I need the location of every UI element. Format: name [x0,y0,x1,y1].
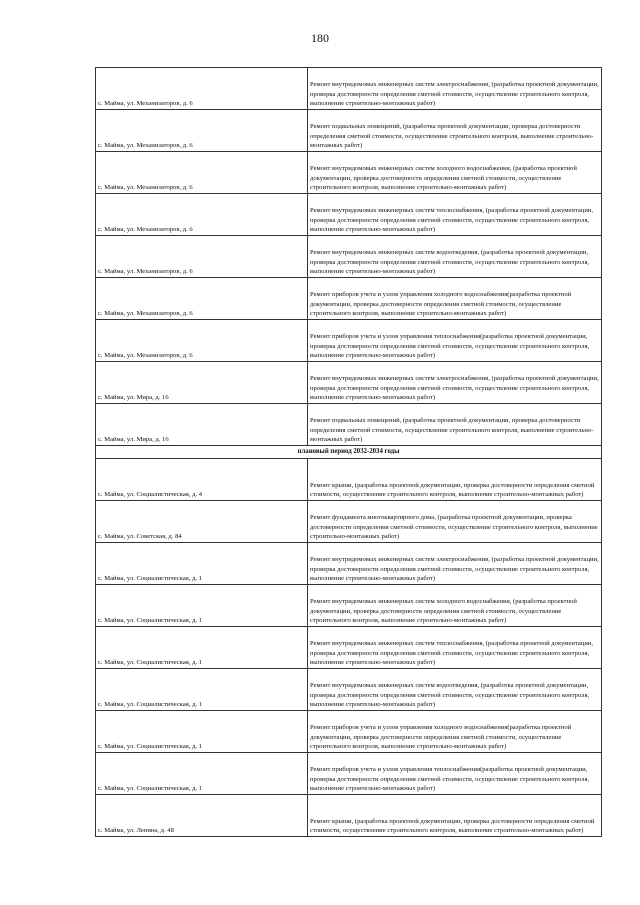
work-description-cell: Ремонт внутридомовых инженерных систем теплоснабжения, (разработка проектной документации, проверка достоверности определения сметной стоимости, осуществление строительного контроля, выполнение строительно-монтажных работ) [308,194,602,236]
work-description-cell: Ремонт крыши, (разработка проектной документации, проверка достоверности определения сметной стоимости, осуществление строительного контроля, выполнение строительно-монтажных работ) [308,795,602,837]
address-cell: с. Майма, ул. Мира, д. 16 [96,362,308,404]
work-description-cell: Ремонт подвальных помещений, (разработка проектной документации, проверка достоверности определения сметной стоимости, осуществление строительного контроля, выполнение строительно-монтажных работ) [308,110,602,152]
address-cell: с. Майма, ул. Социалистическая, д. 1 [96,585,308,627]
table-row [96,585,602,627]
work-description-cell: Ремонт внутридомовых инженерных систем теплоснабжения, (разработка проектной документации, проверка достоверности определения сметной стоимости, осуществление строительного контроля, выполнение строительно-монтажных работ) [308,627,602,669]
address-cell: с. Майма, ул. Механизаторов, д. 6 [96,68,308,110]
table-row [96,236,602,278]
address-cell: с. Майма, ул. Социалистическая, д. 4 [96,459,308,501]
table-row [96,459,602,501]
table-row [96,194,602,236]
address-cell: с. Майма, ул. Советская, д. 84 [96,501,308,543]
work-description-cell: Ремонт внутридомовых инженерных систем электроснабжения, (разработка проектной документации, проверка достоверности определения сметной стоимости, осуществление строительного контроля, выполнение строительно-монтажных работ) [308,362,602,404]
page-number: 180 [311,31,329,45]
work-description-cell: Ремонт внутридомовых инженерных систем электроснабжения, (разработка проектной документации, проверка достоверности определения сметной стоимости, осуществление строительного контроля, выполнение строительно-монтажных работ) [308,68,602,110]
period-heading: плановый период 2032-2034 годы [96,446,602,459]
table-row [96,711,602,753]
table-row [96,543,602,585]
work-description-cell: Ремонт приборов учета и узлов управления теплоснабжения(разработка проектной документации, проверка достоверности определения сметной стоимости, осуществление строительного контроля, выполнение строительно-монтажных работ) [308,753,602,795]
address-cell: с. Майма, ул. Социалистическая, д. 1 [96,711,308,753]
work-description-cell: Ремонт внутридомовых инженерных систем водоотведения, (разработка проектной документации, проверка достоверности определения сметной стоимости, осуществление строительного контроля, выполнение строительно-монтажных работ) [308,236,602,278]
work-description-cell: Ремонт внутридомовых инженерных систем холодного водоснабжения, (разработка проектной документации, проверка достоверности определения сметной стоимости, осуществление строительного контроля, выполнение строительно-монтажных работ) [308,152,602,194]
address-cell: с. Майма, ул. Ленина, д. 48 [96,795,308,837]
table-row [96,68,602,110]
table-row [96,795,602,837]
address-cell: с. Майма, ул. Механизаторов, д. 6 [96,110,308,152]
address-cell: с. Майма, ул. Механизаторов, д. 6 [96,320,308,362]
table-row [96,753,602,795]
work-description-cell: Ремонт приборов учета и узлов управления холодного водоснабжения(разработка проектной документации, проверка достоверности определения сметной стоимости, осуществление строительного контроля, выполнение строительно-монтажных работ) [308,711,602,753]
period-heading-row [96,446,602,459]
work-description-cell: Ремонт приборов учета и узлов управления холодного водоснабжения(разработка проектной документации, проверка достоверности определения сметной стоимости, осуществление строительного контроля, выполнение строительно-монтажных работ) [308,278,602,320]
work-description-cell: Ремонт внутридомовых инженерных систем водоотведения, (разработка проектной документации, проверка достоверности определения сметной стоимости, осуществление строительного контроля, выполнение строительно-монтажных работ) [308,669,602,711]
address-cell: с. Майма, ул. Механизаторов, д. 6 [96,152,308,194]
table-row [96,278,602,320]
table-row [96,110,602,152]
table-row [96,627,602,669]
address-cell: с. Майма, ул. Социалистическая, д. 1 [96,627,308,669]
table-row [96,404,602,446]
work-description-cell: Ремонт фундамента многоквартирного дома, (разработка проектной документации, проверка достоверности определения сметной стоимости, осуществление строительного контроля, выполнение строительно-монтажных работ) [308,501,602,543]
address-cell: с. Майма, ул. Механизаторов, д. 6 [96,278,308,320]
work-description-cell: Ремонт подвальных помещений, (разработка проектной документации, проверка достоверности определения сметной стоимости, осуществление строительного контроля, выполнение строительно-монтажных работ) [308,404,602,446]
address-cell: с. Майма, ул. Социалистическая, д. 1 [96,669,308,711]
table-row [96,669,602,711]
address-cell: с. Майма, ул. Социалистическая, д. 1 [96,753,308,795]
address-cell: с. Майма, ул. Мира, д. 16 [96,404,308,446]
table-row [96,362,602,404]
table-row [96,501,602,543]
table-row [96,320,602,362]
address-cell: с. Майма, ул. Механизаторов, д. 6 [96,236,308,278]
work-description-cell: Ремонт крыши, (разработка проектной документации, проверка достоверности определения сметной стоимости, осуществление строительного контроля, выполнение строительно-монтажных работ) [308,459,602,501]
work-description-cell: Ремонт приборов учета и узлов управления теплоснабжения(разработка проектной документации, проверка достоверности определения сметной стоимости, осуществление строительного контроля, выполнение строительно-монтажных работ) [308,320,602,362]
address-cell: с. Майма, ул. Механизаторов, д. 6 [96,194,308,236]
repair-works-table [95,67,602,837]
address-cell: с. Майма, ул. Социалистическая, д. 1 [96,543,308,585]
table-row [96,152,602,194]
work-description-cell: Ремонт внутридомовых инженерных систем электроснабжения, (разработка проектной документации, проверка достоверности определения сметной стоимости, осуществление строительного контроля, выполнение строительно-монтажных работ) [308,543,602,585]
work-description-cell: Ремонт внутридомовых инженерных систем холодного водоснабжения, (разработка проектной документации, проверка достоверности определения сметной стоимости, осуществление строительного контроля, выполнение строительно-монтажных работ) [308,585,602,627]
